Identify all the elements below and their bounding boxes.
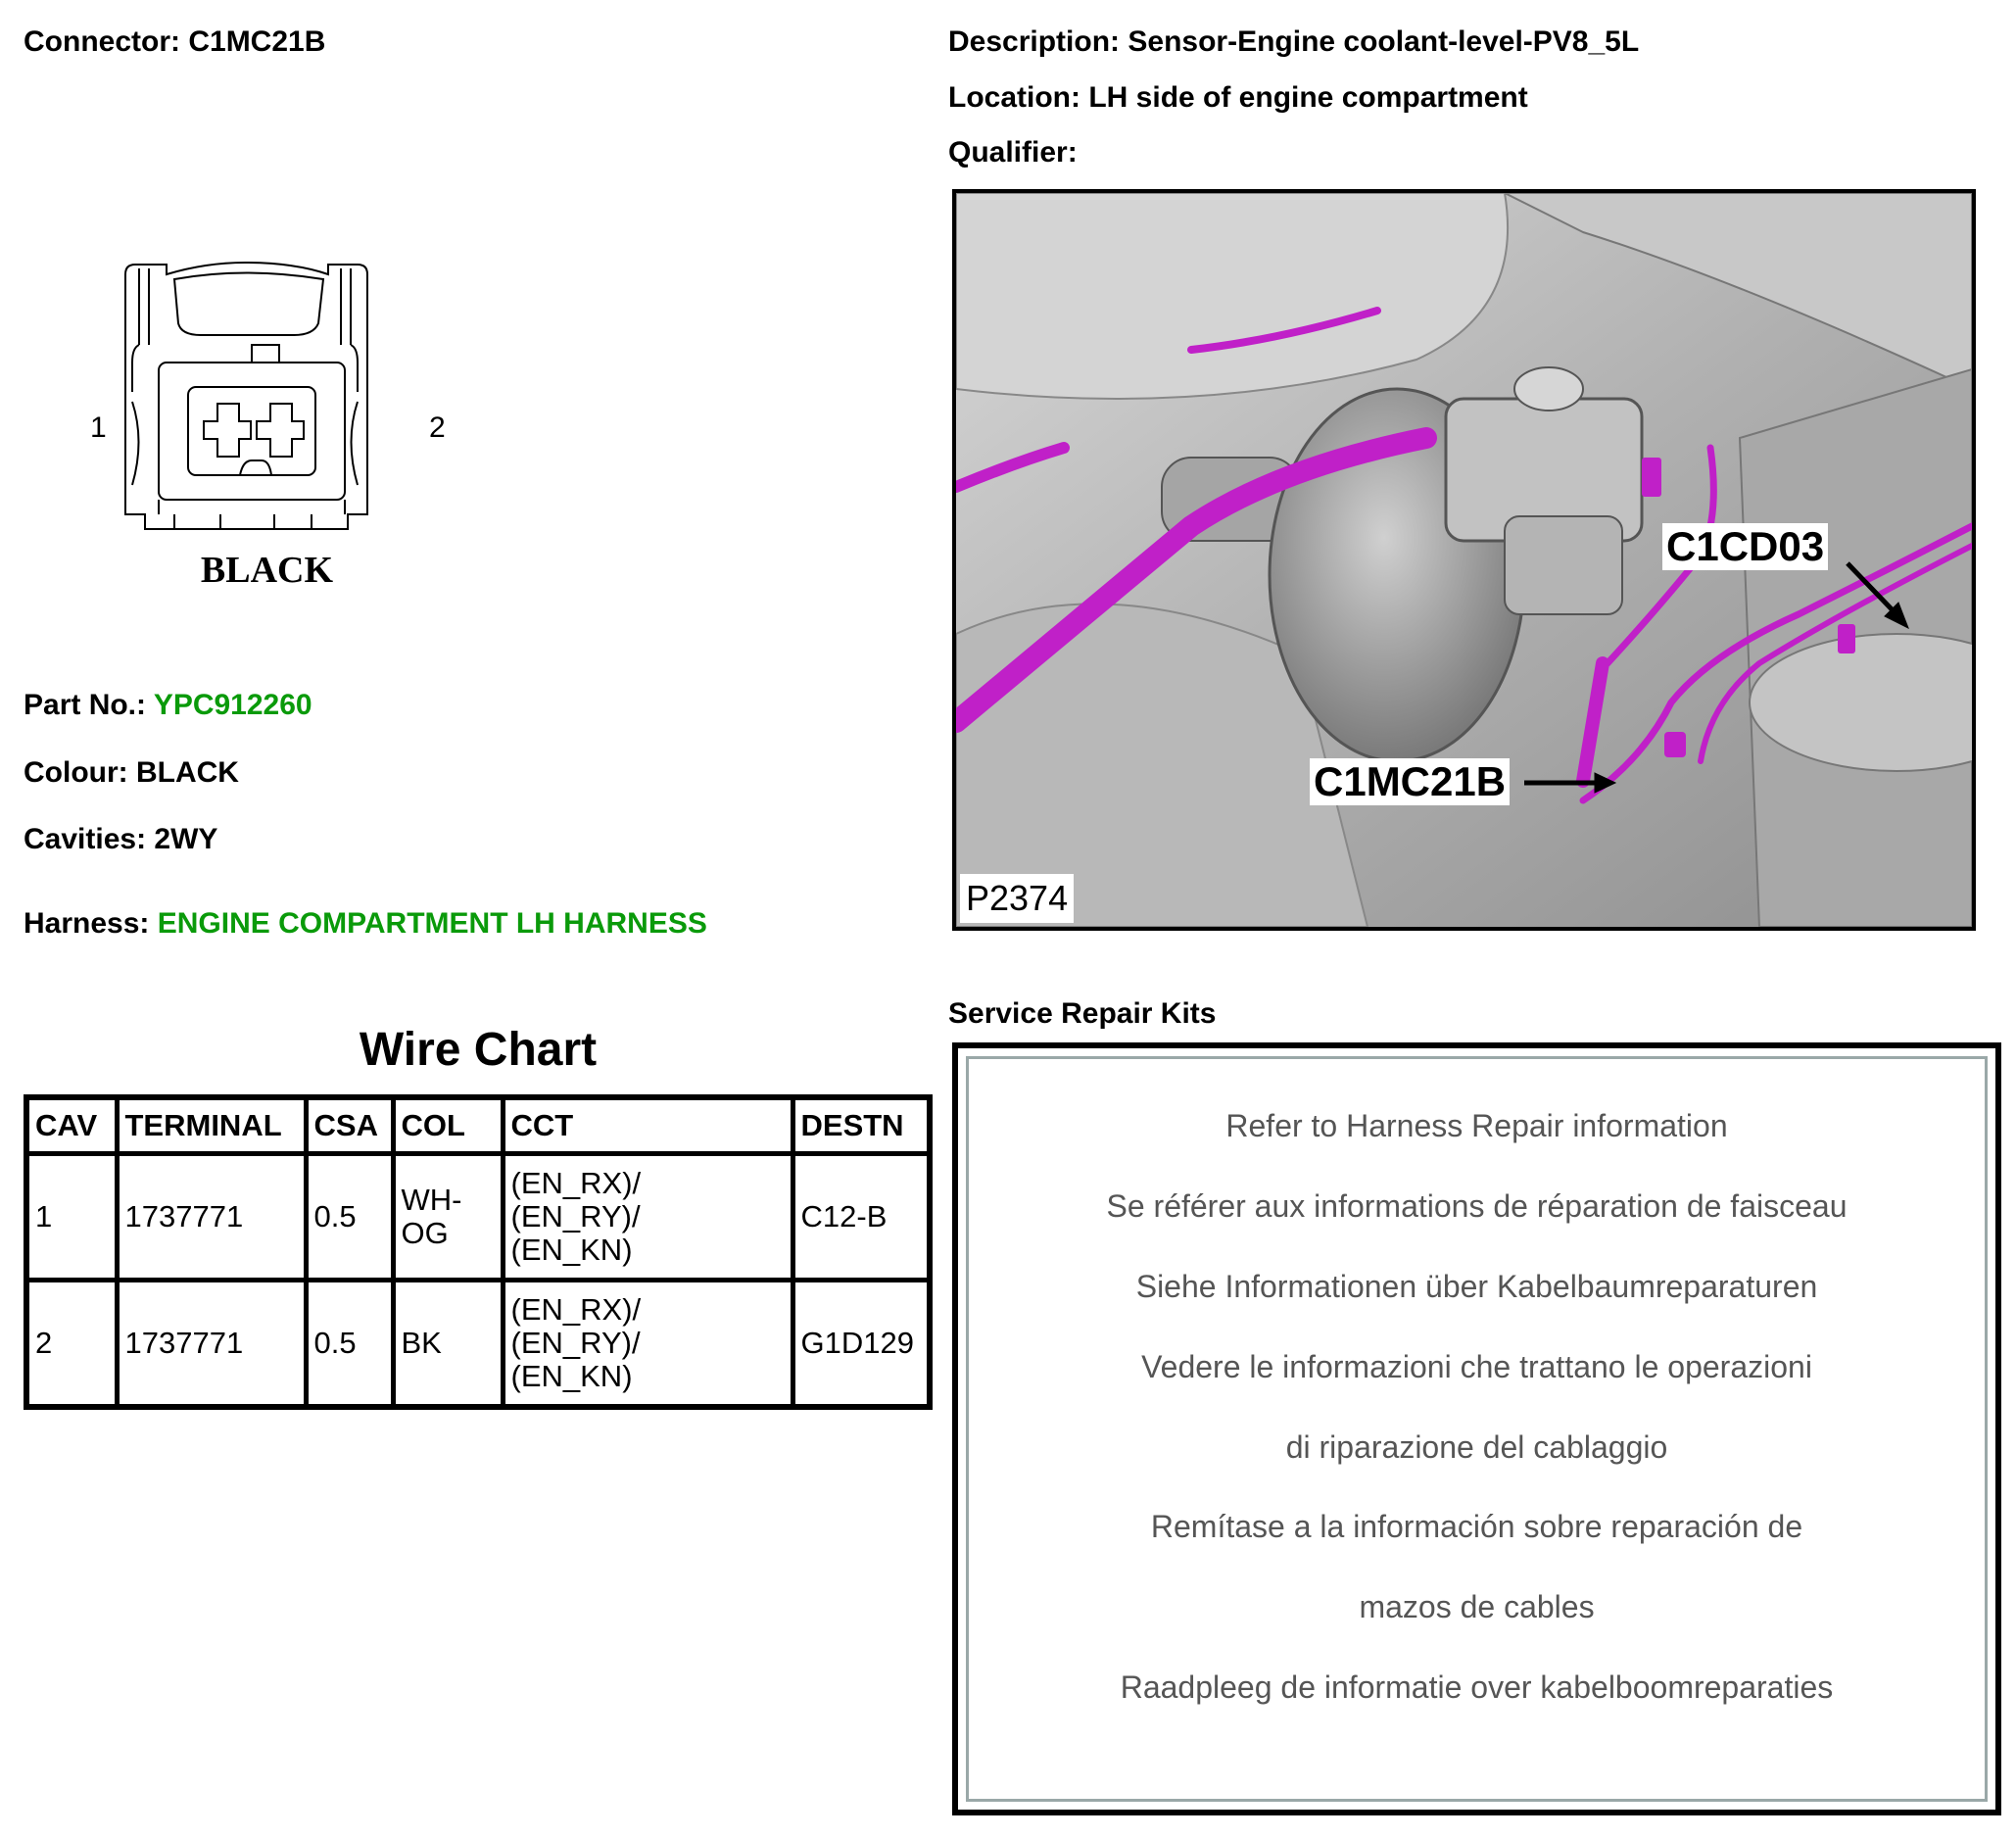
location-row (948, 83, 1528, 113)
part-no-link[interactable]: YPC912260 (153, 689, 312, 721)
kit-line-es-1: Remítase a la información sobre reparación de (1150, 1509, 1803, 1544)
cavities-value: 2WY (154, 823, 218, 855)
kit-line-nl: Raadpleeg de informatie over kabelboomreparaties (1120, 1669, 1834, 1705)
pin-1-label: 1 (90, 411, 107, 444)
connector-location-image (952, 189, 1976, 931)
qualifier-row (948, 138, 1078, 168)
colour-row (24, 758, 239, 788)
service-repair-kits-box (952, 1042, 2001, 1815)
header-csa: CSA (306, 1097, 393, 1154)
kit-line-es-2: mazos de cables (1359, 1589, 1595, 1624)
cct-line: (EN_RY)/ (510, 1325, 641, 1360)
cct-line: (EN_KN) (510, 1233, 633, 1268)
kit-line-it-2: di riparazione del cablaggio (1285, 1429, 1668, 1465)
cell-col (393, 1154, 503, 1281)
callout-c1cd03: C1CD03 (1662, 523, 1828, 570)
header-destn: DESTN (792, 1097, 930, 1154)
diagram-colour-caption: BLACK (200, 550, 334, 591)
wire-chart-table (24, 1094, 933, 1410)
cell-destn: G1D129 (792, 1281, 930, 1408)
location-value: LH side of engine compartment (1088, 81, 1528, 114)
table-row (26, 1281, 930, 1408)
header-cav: CAV (26, 1097, 117, 1154)
header-terminal: TERMINAL (117, 1097, 306, 1154)
wire-chart-title: Wire Chart (359, 1024, 598, 1076)
cavities-row (24, 825, 217, 854)
connector-label: Connector: (24, 25, 180, 58)
header-col: COL (393, 1097, 503, 1154)
cell-cav: 1 (26, 1154, 117, 1281)
table-row (26, 1154, 930, 1281)
part-no-row (24, 691, 312, 720)
kit-line-it-1: Vedere le informazioni che trattano le operazioni (1141, 1349, 1812, 1384)
cct-line: (EN_RX)/ (510, 1291, 642, 1327)
kit-line-fr: Se référer aux informations de réparation de faisceau (1106, 1188, 1848, 1224)
service-repair-kits-inner-frame (966, 1056, 1988, 1802)
cell-col: BK (393, 1281, 503, 1408)
connector-heading (24, 27, 325, 57)
connector-value: C1MC21B (188, 25, 326, 58)
connector-face-drawing (78, 255, 470, 539)
cell-terminal: 1737771 (117, 1281, 306, 1408)
part-no-label: Part No.: (24, 689, 147, 721)
cell-terminal: 1737771 (117, 1154, 306, 1281)
cell-cct (503, 1281, 792, 1408)
cct-line: (EN_RY)/ (510, 1198, 641, 1233)
cell-csa: 0.5 (306, 1281, 393, 1408)
colour-label: Colour: (24, 756, 128, 789)
table-header-row (26, 1097, 930, 1154)
cell-cav: 2 (26, 1281, 117, 1408)
header-cct: CCT (503, 1097, 792, 1154)
description-label: Description: (948, 25, 1121, 58)
harness-link[interactable]: ENGINE COMPARTMENT LH HARNESS (157, 907, 707, 940)
image-id-label: P2374 (960, 874, 1074, 923)
cell-cct (503, 1154, 792, 1281)
harness-label: Harness: (24, 907, 150, 940)
colour-value: BLACK (135, 756, 239, 789)
description-row (948, 27, 1639, 57)
kit-line-en: Refer to Harness Repair information (1225, 1108, 1728, 1143)
location-label: Location: (948, 81, 1080, 114)
qualifier-label: Qualifier: (948, 136, 1078, 169)
service-repair-kits-title: Service Repair Kits (948, 997, 1217, 1030)
callout-c1mc21b: C1MC21B (1310, 758, 1510, 805)
col-value: WH-OG (401, 1182, 462, 1250)
cct-line: (EN_RX)/ (510, 1165, 642, 1200)
cell-destn: C12-B (792, 1154, 930, 1281)
cell-csa: 0.5 (306, 1154, 393, 1281)
cavities-label: Cavities: (24, 823, 147, 855)
kit-line-de: Siehe Informationen über Kabelbaumreparaturen (1135, 1269, 1818, 1304)
harness-row (24, 909, 707, 939)
connector-face-diagram (78, 255, 470, 598)
cct-line: (EN_KN) (510, 1359, 633, 1394)
pin-2-label: 2 (429, 411, 446, 444)
description-value: Sensor-Engine coolant-level-PV8_5L (1128, 25, 1640, 58)
